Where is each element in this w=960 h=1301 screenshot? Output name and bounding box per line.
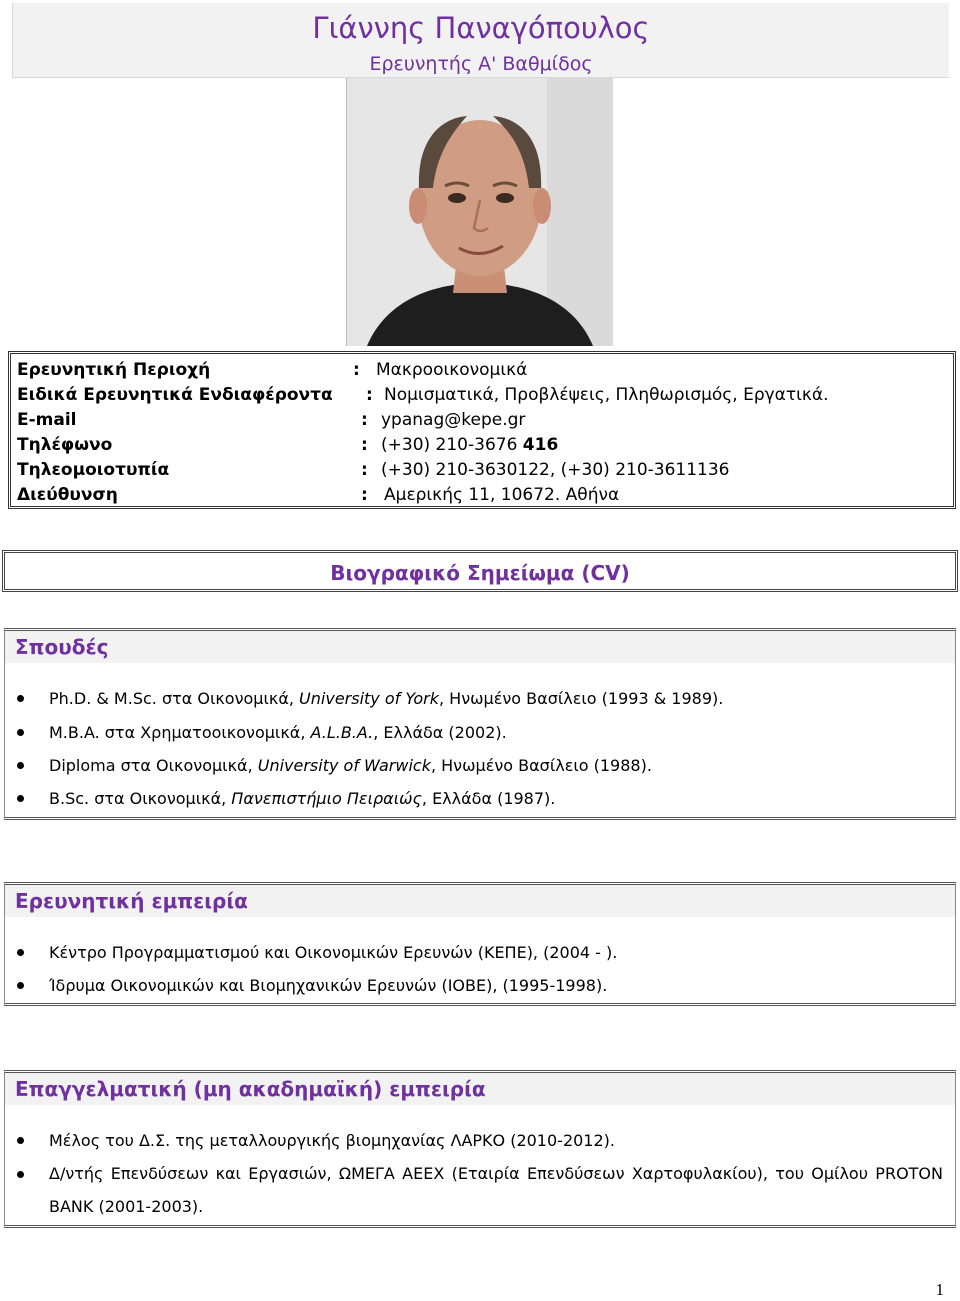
info-colon: : <box>361 485 368 505</box>
info-value: Μακροοικονομικά <box>376 360 528 380</box>
list-item-text: Ίδρυμα Οικονομικών και Βιομηχανικών Ερευνών (ΙΟΒΕ), (1995-1998). <box>49 976 608 995</box>
bullet-icon <box>17 1171 24 1178</box>
list-item-text: Μέλος του Δ.Σ. της μεταλλουργικής βιομηχανίας ΛΑΡΚΟ (2010-2012). <box>49 1131 615 1150</box>
list-item-text: M.B.A. στα Χρηματοοικονομικά, A.L.B.A., Ελλάδα (2002). <box>49 723 507 742</box>
bullet-icon <box>17 729 24 736</box>
email-value[interactable]: ypanag@kepe.gr <box>381 410 526 430</box>
studies-section <box>4 628 956 820</box>
info-label: Ειδικά Ερευνητικά Ενδιαφέροντα <box>17 385 333 405</box>
info-value: Νομισματικά, Προβλέψεις, Πληθωρισμός, Εργατικά. <box>384 385 829 405</box>
section-heading: Σπουδές <box>15 635 109 659</box>
section-heading: Επαγγελματική (μη ακαδημαϊκή) εμπειρία <box>15 1077 486 1101</box>
info-colon: : <box>361 460 368 480</box>
list-item-text: Ph.D. & M.Sc. στα Οικονομικά, University of York, Ηνωμένο Βασίλειο (1993 & 1989). <box>49 689 724 708</box>
research-section <box>4 882 956 1006</box>
section-header-bar <box>5 631 955 663</box>
info-value: Αμερικής 11, 10672. Αθήνα <box>384 485 620 505</box>
info-colon: : <box>353 360 360 380</box>
contact-info-box <box>8 351 956 509</box>
bullet-icon <box>17 795 24 802</box>
phone-number: (+30) 210-3676 <box>381 435 523 455</box>
info-label: Τηλέφωνο <box>17 435 113 455</box>
profile-photo <box>346 78 613 346</box>
info-colon: : <box>361 435 368 455</box>
section-heading: Ερευνητική εμπειρία <box>15 889 248 913</box>
list-item-text: Δ/ντής Επενδύσεων και Εργασιών, ΩΜΕΓΑ ΑΕΕΧ (Εταιρία Επενδύσεων Χαρτοφυλακίου), του Ομίλου PROTON BANK (2001-2003). <box>49 1164 943 1216</box>
info-label: Τηλεομοιοτυπία <box>17 460 170 480</box>
list-item-text: B.Sc. στα Οικονομικά, Πανεπιστήμιο Πειραιώς, Ελλάδα (1987). <box>49 789 556 808</box>
bullet-icon <box>17 982 24 989</box>
person-name: Γιάννης Παναγόπουλος <box>312 11 650 45</box>
bullet-icon <box>17 695 24 702</box>
info-label: Διεύθυνση <box>17 485 118 505</box>
bullet-icon <box>17 1137 24 1144</box>
info-colon: : <box>361 410 368 430</box>
info-colon: : <box>366 385 373 405</box>
info-label: E-mail <box>17 410 77 430</box>
cv-title-box <box>2 550 958 592</box>
page-number: 1 <box>935 1280 944 1299</box>
list-item-text: Κέντρο Προγραμματισμού και Οικονομικών Ερευνών (ΚΕΠΕ), (2004 - ). <box>49 943 618 962</box>
bullet-icon <box>17 762 24 769</box>
person-rank: Ερευνητής Α' Βαθμίδος <box>369 53 593 75</box>
list-item-text: Diploma στα Οικονομικά, University of Warwick, Ηνωμένο Βασίλειο (1988). <box>49 756 652 775</box>
info-value <box>381 435 558 455</box>
info-value: (+30) 210-3630122, (+30) 210-3611136 <box>381 460 730 480</box>
page-header <box>12 3 949 78</box>
professional-section <box>4 1070 956 1228</box>
phone-extension: 416 <box>522 435 559 455</box>
info-label: Ερευνητική Περιοχή <box>17 360 211 380</box>
cv-title: Βιογραφικό Σημείωμα (CV) <box>330 561 630 585</box>
bullet-icon <box>17 949 24 956</box>
